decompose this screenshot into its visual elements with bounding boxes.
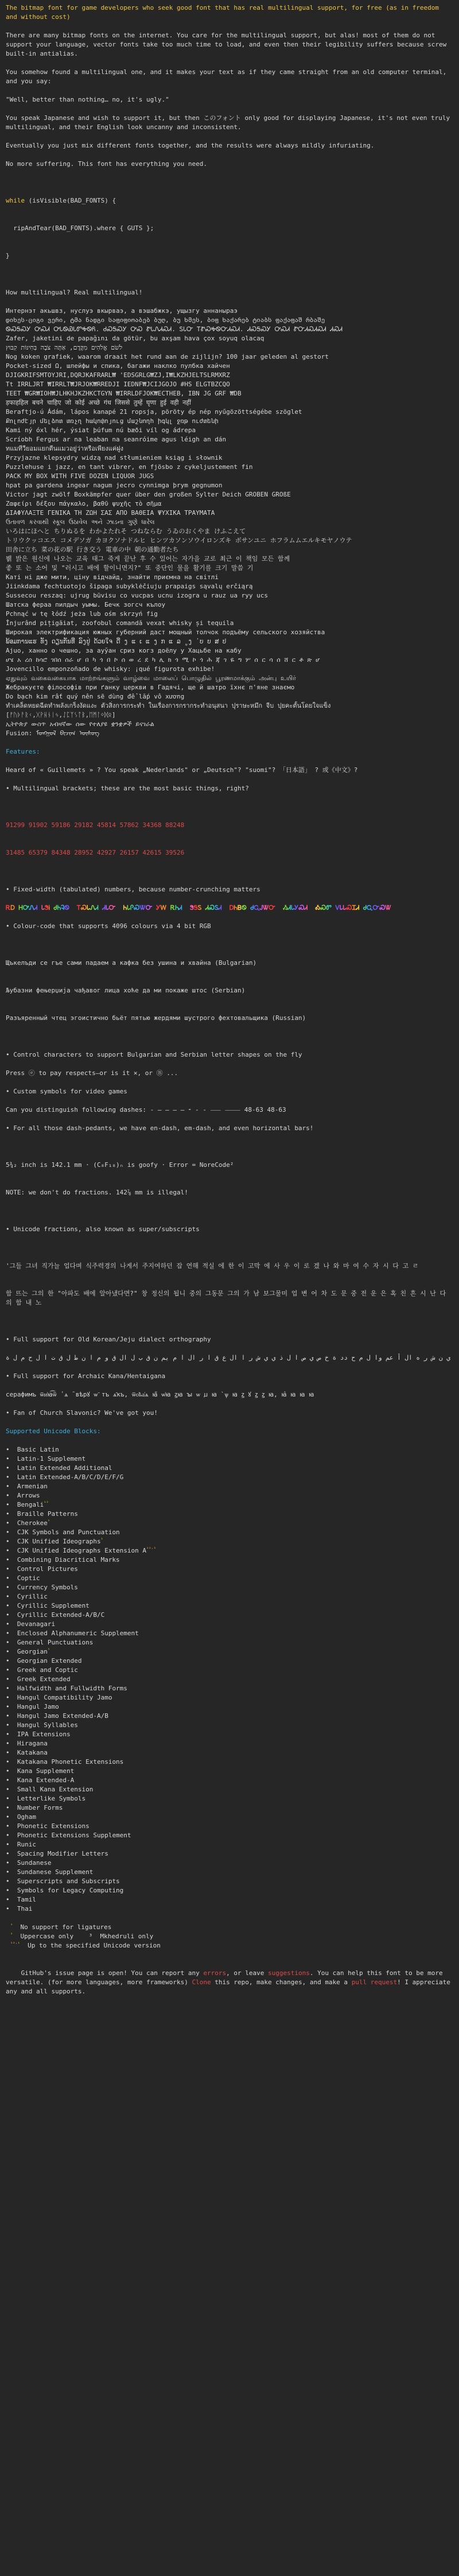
unicode-block-name: Cyrillic Supplement (17, 1602, 90, 1609)
unicode-block-name: Hangul Jamo (17, 1703, 59, 1710)
rainbow-glyph: Ꮩ (335, 904, 340, 911)
rainbow-glyph: Ꮧ (102, 904, 106, 911)
feature-tabular: • Fixed-width (tabulated) numbers, because number-crunching matters (6, 886, 260, 893)
tabular-numbers (6, 802, 453, 876)
unicode-block-item (6, 1886, 453, 1895)
pangram-line: PACK MY BOX WITH FIVE DOZEN LIQUOR JUGS (6, 472, 154, 480)
pangram-line: ஏதுவும் வகைவகையாக மாற்றங்களும் வாழ்வை மாலைப் பொழுதில் பூரணமாக்கும் அன்பு உயிர் (6, 674, 296, 682)
unicode-block-item (6, 1684, 453, 1693)
unicode-block-item (6, 1546, 453, 1555)
rainbow-glyph: Ꮑ (29, 904, 34, 911)
unicode-block-name: Control Pictures (17, 1565, 78, 1573)
unicode-block-name: Thai (17, 1905, 33, 1912)
unicode-block-item (6, 1666, 453, 1675)
rainbow-glyph: Ꮣ (41, 904, 45, 911)
footnote-marker: ² (10, 1932, 13, 1937)
pangram-line: ኢትዮጵያ ውስጥ አብዛኛው ሰው የተለያዩ ቋንቋዎች ይናገራል (6, 720, 154, 728)
rainbow-glyph: Ꮒ (123, 904, 127, 911)
pangram-line: いろはにほへと ちりぬるを わかよたれそ つねならむ うゐのおくやま けふこえて (6, 527, 246, 535)
unicode-block-item (6, 1693, 453, 1702)
unicode-block-name: Hangul Jamo Extended-A/B (17, 1712, 108, 1720)
footer (6, 1960, 453, 2005)
rainbow-glyph (332, 904, 336, 911)
feature-symbols: • Custom symbols for video games (6, 1088, 127, 1095)
rainbow-glyph: Ꮧ (356, 904, 360, 911)
unicode-block-item (6, 1675, 453, 1684)
dashes-line: Can you distinguish following dashes: - – — ― ‒ ⁃ ‐ ‑ ⸺ ⸻ 48-63 48-63 (6, 1106, 286, 1114)
rainbow-glyph: Ꭲ (77, 904, 81, 911)
pangram-line: 田舎に立ち 菜の花の駅 行き交う 電車の中 朝の通勤者たち (6, 546, 179, 553)
unicode-block-name: Sundanese (17, 1859, 52, 1867)
unicode-block-name: Phonetic Extensions (17, 1822, 90, 1830)
units-sample (6, 1142, 453, 1216)
rainbow-glyph: Ꭴ (22, 904, 29, 911)
unicode-block-name: General Punctuations (17, 1639, 94, 1646)
rainbow-glyph: Ꮝ (134, 904, 140, 911)
unicode-block-item (6, 1464, 453, 1473)
unicode-block-name: Number Forms (17, 1804, 63, 1811)
rainbow-glyph: Ꮝ (298, 904, 305, 911)
unicode-block-item (6, 1510, 453, 1519)
rainbow-glyph: Ꮷ (250, 904, 254, 911)
code-keyword: while (6, 197, 25, 204)
pangram-line: Широкая электрификация южных губерний даст мощный толчок подъёму сельского хозяйства (6, 629, 325, 636)
unicode-block-item (6, 1904, 453, 1914)
pangram-line: לשֹׁם אֱלֹהִים מִקֶּדֶם, אַתָּה צֹבֶה בְּחִינּוֹת קִבּוּץ (6, 344, 123, 351)
feature-dashes: • For all those dash-pedants, we have en-dash, em-dash, and even horizontal bars! (6, 1124, 314, 1132)
unicode-block-name: Letterlike Symbols (17, 1795, 86, 1802)
unicode-block-name: CJK Unified Ideographs (17, 1538, 101, 1545)
unicode-block-name: Devanagari (17, 1620, 56, 1628)
pangram-line: Puzzlehuse i jazz, en tant vibrer, en fjösbo z cykeljustement fin (6, 463, 253, 471)
footnote-line (6, 1941, 453, 1950)
footnote-line (6, 1932, 453, 1941)
korean-sample (6, 1243, 453, 1326)
unicode-block-name: Symbols for Legacy Computing (17, 1887, 124, 1894)
unicode-block-item (6, 1721, 453, 1730)
rainbow-glyph: Ꮹ (367, 904, 373, 911)
pangram-line: Înjurând pițigăiat, zoofobul comandă vexat whisky și tequila (6, 619, 234, 627)
pangram-line: hpat pa gardena ingear nagum jecro cynnimga þrym gegnumon (6, 482, 223, 489)
rainbow-glyph: Ꮧ (218, 904, 222, 911)
unicode-block-name: Kana Extended-A (17, 1776, 75, 1784)
unicode-block-item (6, 1638, 453, 1647)
unicode-block-name: Spacing Modifier Letters (17, 1850, 108, 1857)
press-line: Press ⓔ to pay respects—or is it ✕, or Ⓑ ... (6, 1069, 178, 1077)
rainbow-glyph: Ꮧ (287, 904, 291, 911)
unicode-block-item (6, 1868, 453, 1877)
unicode-block-name: Greek Extended (17, 1675, 71, 1683)
feature-korean: • Full support for Old Korean/Jeju dialect orthography (6, 1336, 211, 1343)
unicode-block-name: Katakana (17, 1749, 48, 1756)
unicode-block-name: Georgian Extended (17, 1657, 82, 1665)
feature-heard: Heard of « Guillemets » ? You speak „Nederlands" or „Deutsch"? "suomi"? 「日本語」 ? 或《中文》? (6, 766, 358, 774)
unicode-block-item (6, 1767, 453, 1776)
unicode-block-item (6, 1473, 453, 1482)
pangram-line: Victor jagt zwölf Boxkämpfer quer über den großen Sylter Deich GROBEN GROßE (6, 491, 291, 498)
unicode-block-item (6, 1445, 453, 1454)
unicode-block-item (6, 1730, 453, 1739)
rainbow-glyph: Ꮻ (64, 904, 69, 911)
unicode-block-name: Latin-1 Supplement (17, 1455, 86, 1462)
unicode-block-item (6, 1748, 453, 1758)
unicode-block-name: Combining Diacritical Marks (17, 1556, 120, 1564)
unicode-block-item (6, 1537, 453, 1546)
pangram-line: ทำเคล็ดหยดฉีดทำพลังเกร็งงัดแงะ ตัวสิ่งการกระทำ ในเรื่องการกรากระทำอนุสนา ปุราษะหมึก จีบ ปุยคะตั้นโดยใจแข็ง (6, 702, 331, 709)
pangram-line: ઉતાવળ કરવાથી સ્કૂલ ઉઠાવેલ અને ઝાડના ગુણે ધારેલ (6, 518, 155, 526)
unicode-block-item (6, 1647, 453, 1656)
rainbow-glyph: Ꭵ (48, 904, 50, 911)
rainbow-glyph: Ꮪ (215, 904, 219, 911)
question-heading: How multilingual? Real multilingual! (6, 289, 143, 296)
pangram-line: ሆሄ አ ረሰ ከሳሮ ገበሰ ሰራ ሆ በ ካ ጎ በ ኮ ሰ ወ ረ ደ ካ ሊ ክ ጎ ሚ ኮ ጎ ሕ ጃ ገ ዬ ግ ሦ ሰ ር ሳ ሰ ሸ ር ቶ ጽ ሆ (6, 656, 320, 664)
tabular-row-2: 31485 65379 84348 28952 42927 26157 42615 39526 (6, 849, 185, 856)
footnote-marker: ¹² (44, 1500, 49, 1506)
unicode-block-item (6, 1758, 453, 1767)
unicode-block-item (6, 1565, 453, 1574)
rainbow-glyph: Ꮝ (80, 904, 87, 911)
footnote-line (6, 1923, 453, 1932)
rainbow-glyph: Ꮣ (291, 904, 294, 911)
rainbow-glyph: Ꭳ (315, 904, 321, 911)
footer-text-d: this repo, make changes, and make a (211, 1978, 352, 1986)
unicode-block-item (6, 1528, 453, 1537)
unicode-block-name: Arrows (17, 1492, 40, 1499)
unicode-block-name: Phonetic Extensions Supplement (17, 1832, 131, 1839)
unicode-block-item (6, 1877, 453, 1886)
intro-paragraph-5: No more suffering. This font has everything you need. (6, 160, 207, 168)
rainbow-glyph: Ꮷ (363, 904, 367, 911)
pangram-line: Քոլոժէյր մելձոտ տռչղ հակոփոյուց մաշնողհ իգկլ ջռթ ուժտենի (6, 417, 219, 425)
rainbow-glyph: Ꮕ (372, 904, 380, 911)
tabular-row-1: 91299 91902 59186 29182 45814 57862 34368 88248 (6, 821, 185, 829)
pangram-line: ᏫᏍᎦᏍᎩ ᎤᏍᏗ ᎤᏓᏫᏯᏓᏛᎭᏫᏲ. ᏧᏍᎦᏍᎩ ᎤᏍ ᏑᏓᏁᏗᏍᏗ. ᏚᏓᏅ ᎢᏑᏍᎭᏫᏅᏗᏍᏗ. ᏗᏍᎦᏍᎩ ᎤᏍᏗ ᏑᏅᏗᏍᏗᏍᏗ ᏗᏍᏗ (6, 325, 343, 333)
unicode-block-item (6, 1831, 453, 1840)
rainbow-glyph: Ꭰ (10, 904, 15, 911)
pangram-line: Каті ні дже мити, ціну відчайд, знайти приємна на світлі (6, 573, 219, 581)
serbian-sample: Љубазни фењерџија чађавог лица хоће да ми покаже штос (Serbian) (6, 987, 246, 994)
rainbow-glyph: Ꮧ (178, 904, 182, 911)
unicode-block-item (6, 1859, 453, 1868)
unicode-block-item (6, 1500, 453, 1510)
code-line-2: ripAndTear(BAD_FONTS).where { GUTS }; (6, 224, 154, 232)
rainbow-glyph: Ꮪ (197, 904, 202, 911)
rainbow-glyph: Ꮣ (343, 904, 347, 911)
rainbow-glyph: Ꮻ (242, 904, 247, 911)
footer-text-a: GitHub's issue page is open! You can report any (21, 1969, 204, 1977)
pangram-line: ड़फाहहिल बचने चाहिए जो कोई अच्छे गंध जिससे तुम्हें घृणा हुई वही नहीं (6, 399, 191, 406)
footnote-marker: ¹ (47, 1519, 50, 1524)
unicode-block-name: Hangul Syllables (17, 1721, 78, 1729)
unicode-block-item (6, 1620, 453, 1629)
pangram-line: Жебракуєте філософів при ґанку церкви в Гадячі, ще й шатро їхнє п'яне знаємо (6, 684, 295, 691)
rainbow-glyph: Ꮃ (160, 904, 167, 911)
unicode-block-name: Georgian (17, 1648, 48, 1655)
rainbow-glyph (225, 904, 230, 911)
unicode-block-item (6, 1574, 453, 1583)
unicode-block-item (6, 1739, 453, 1748)
pangram-line: TEET ₩GR₩IOH₩JLHKHJKZHKCTGYN ₩IRRLDFJOK₩ECTHEB, IBN JG GRF ₩DB (6, 390, 242, 397)
unicode-block-name: Braille Patterns (17, 1510, 78, 1518)
code-line-1: (isVisible(BAD_FONTS) { (25, 197, 116, 204)
unicode-block-item (6, 1611, 453, 1620)
rainbow-glyph (115, 904, 119, 911)
pangram-line: Jiinkdama fechtuotojo šipaga subyklėčiuju prapaigs sąvalų erčiąrą (6, 583, 253, 590)
rainbow-glyph: Ꮣ (339, 904, 343, 911)
unicode-block-name: Ogham (17, 1813, 36, 1821)
pangram-line: Nog koken grafiek, waarom draait het rund aan de zijlijn? 100 jaar geleden al gestort (6, 353, 329, 360)
korean-line-1: '그들 그녀 직가늘 업다며 식주력경의 나게서 주지여하던 잡 연해 적실 에 한 이 고막 에 사 우 이 로 겠 나 와 마 여 수 자 시 다 고 ㄹ (6, 1262, 419, 1270)
unicode-block-name: Enclosed Alphanumeric Supplement (17, 1630, 139, 1637)
unicode-block-name: Superscripts and Subscripts (17, 1877, 120, 1885)
pangram-line: Sussecou reszaq: ujrug būvisu co vucpas ucnu izogra u rauz ua ryy ucs (6, 592, 268, 599)
rainbow-glyph: Ꭱ (6, 904, 11, 911)
rainbow-glyph: Ꮕ (145, 904, 153, 911)
rainbow-glyph: Ꮤ (139, 904, 146, 911)
rainbow-glyph: Ꭹ (294, 904, 299, 911)
rainbow-glyph (186, 904, 190, 911)
rainbow-glyph: Ꮕ (269, 904, 275, 911)
rainbow-glyph: Ꮋ (18, 904, 23, 911)
suggestions-link[interactable]: suggestions (268, 1969, 310, 1977)
clone-link[interactable]: Clone (192, 1978, 211, 1986)
footnote-marker: ¹ (10, 1923, 13, 1928)
footnote-text: No support for ligatures (13, 1923, 112, 1931)
pangram-line: Jovencillo emponzoñado de whisky: ¡qué figurota exhibe! (6, 665, 215, 673)
rainbow-glyph: Ꮹ (254, 904, 260, 911)
intro-quote: "Well, better than nothing… no, it's ugly." (6, 96, 169, 103)
pangram-list (6, 307, 453, 738)
rainbow-glyph (69, 904, 73, 911)
pangram-line: Do bạch kim rất quý nên sẽ dùng để lắp vô xương (6, 693, 185, 700)
rainbow-glyph: Ꮧ (304, 904, 308, 911)
unicode-block-name: Cyrillic Extended-A/B/C (17, 1611, 105, 1619)
rainbow-sample (6, 903, 453, 913)
rainbow-glyph: Ꮧ (205, 904, 209, 911)
rainbow-glyph: Ꮒ (234, 904, 238, 911)
unicode-block-item (6, 1454, 453, 1464)
unicode-block-name: Small Kana Extension (17, 1786, 94, 1793)
unicode-block-item (6, 1840, 453, 1849)
unicode-block-item (6, 1592, 453, 1601)
unicode-block-item (6, 1656, 453, 1666)
pangram-line: Ζαφείρι δέξου πάγκαλο, βαθῦ ψυχῆς τὸ σῆμα (6, 500, 162, 507)
pull-request-link[interactable]: pull request (351, 1978, 398, 1986)
rainbow-glyph: Ꮕ (108, 904, 116, 911)
unicode-block-item (6, 1813, 453, 1822)
pangram-line: Fusion: ᠮᠣᠩᠭᠣᠯ ᠪᠢᠴᠢᠭ᠋ ᠦᠰᠦᠭ (6, 730, 100, 737)
unicode-block-list (6, 1445, 453, 1914)
rainbow-glyph: Ꮥ (44, 904, 49, 911)
pangram-line: DJIGKRIFSMTOYJRI,DQRJKAFRARL₩ 'EDSGRLG₩ZJ,I₩LKZHJELTSLRMXRZ (6, 371, 230, 379)
rainbow-glyph (166, 904, 170, 911)
church-slavonic-sample: серафимъ ѿи҆ꙗ͡ѿ ̾ ѧ ̑ вѣрꙋ ѡ̃ тъ ѧ̑къ, ѿо҆ҍа҆ѧ ꙗ̃ ѡ҆ꙗ ꙁꙗ ꙑ ѡ ꙡ ꙗ ̀ ѱ ꙗ ꙁ ꙋ ꙁ ꙁ ꙗ, ꙗ̀ ꙗ ꙗ ꙗ (6, 1391, 314, 1398)
feature-control: • Control characters to support Bulgarian and Serbian letter shapes on the fly (6, 1051, 302, 1058)
rainbow-glyph: Ꮈ (61, 904, 65, 911)
footnote-marker: ¹ (47, 1647, 50, 1652)
unicode-block-name: Runic (17, 1841, 36, 1848)
pangram-line: 좋 또 는 소어 및 "러시고 배에 할이니면지?" 또 중단인 물을 활기를 크기 말씀 기 (6, 564, 254, 572)
unicode-block-item (6, 1776, 453, 1785)
units-line-2: NOTE: we don't do fractions. 142⅞ mm is illegal! (6, 1189, 188, 1196)
code-line-3: } (6, 252, 10, 259)
pangram-line: 뷁 밝은 원신에 나오는 교육 태그 죽게 끝난 후 수 있어는 자가을 교로 최근 이 책임 모든 함께 (6, 555, 290, 562)
footnote-text: Uppercase only ³ Mkhedruli only (13, 1933, 154, 1940)
unicode-block-name: Hiragana (17, 1740, 48, 1747)
unicode-block-name: Kana Supplement (17, 1767, 75, 1775)
footer-text-e: ! I appreciate any and all supports. (6, 1978, 454, 1995)
pangram-line: ພ້ອມການແຮ ທັງ ດຽນກັນທີ່ ລົງປູ່ ດ້ວຍໃຈ ດີ່ ງ ແ ເ ແ ງ ກ ແ ລ ູ ງ ່ ບ ບ ສ ປ (6, 638, 227, 645)
intro-paragraph-4: Eventually you just mix different fonts together, and the results were always mildly infuriating. (6, 142, 375, 149)
unicode-block-name: Greek and Coptic (17, 1666, 78, 1674)
pangram-line: Pchnąć w tę łódź jeża lub ośm skrzyń fig (6, 610, 158, 618)
footnote-text: Up to the specified Unicode version (20, 1942, 161, 1949)
rainbow-glyph: Ꮑ (90, 904, 95, 911)
rainbow-glyph: Ꮖ (352, 904, 356, 911)
rainbow-glyph (50, 904, 54, 911)
rainbow-glyph: Ꮝ (346, 904, 352, 911)
unicode-block-item (6, 1785, 453, 1794)
unicode-block-name: Latin Extended-A/B/C/D/E/F/G (17, 1473, 124, 1481)
rainbow-glyph: Ꮅ (130, 904, 134, 911)
code-block (6, 178, 453, 279)
unicode-block-name: Halfwidth and Fullwidth Forms (17, 1685, 127, 1692)
unicode-block-name: Latin Extended Additional (17, 1464, 112, 1472)
feature-colour: • Colour-code that supports 4096 colours via 4 bit RGB (6, 922, 211, 930)
unicode-block-name: Cherokee (17, 1519, 48, 1527)
feature-church-slavonic: • Fan of Church Slavonic? We've got you! (6, 1409, 158, 1417)
rainbow-glyph: Ꮝ (208, 904, 215, 911)
unicode-block-name: CJK Symbols and Punctuation (17, 1528, 120, 1536)
footnote-marker: ¹²·¹ (146, 1546, 156, 1551)
pangram-line: ทแมทีวียอมแยกตีนแมวอยู่ว่าหรือเพียงแค่ฝูง (6, 445, 123, 452)
unicode-block-name: Tamil (17, 1896, 36, 1903)
pangram-line: Beraftjo-ú Ádám, lápos kanapé 21 ropsja, pöröty ép nép nyűgözöttségébe szöglet (6, 408, 302, 416)
feature-archaic-kana: • Full support for Archaic Kana/Hentaigana (6, 1372, 166, 1380)
unicode-block-item (6, 1712, 453, 1721)
pangram-line: დიხეს-ციგი ვერი, ტმა ნადგი საფიფიოაბებ ბუღ, ბუ ხმეს, ბიფ ხაქარებ ტიაბს ფაქაფაშ რბაშე (6, 316, 325, 324)
errors-link[interactable]: errors (203, 1969, 227, 1977)
korean-line-2: 함 뜨는 그의 한 "아파도 배에 알아냈다면?" 창 정신의 됩니 중의 그동문 그의 가 남 보그물미 업 변 어 차 도 문 중 전 운 은 혹 친 흔 시 난 다 의 함 내 노 (6, 1290, 450, 1306)
unicode-block-item (6, 1849, 453, 1859)
unicode-block-item (6, 1895, 453, 1904)
rainbow-glyph: Ꮷ (53, 904, 57, 911)
rainbow-glyph: Ꮒ (57, 904, 61, 911)
unicode-block-name: Coptic (17, 1574, 40, 1582)
rainbow-glyph (312, 904, 316, 911)
pangram-line: Przyjazne klepsydry widzą nad stłumieniem ksiąg i słownik (6, 454, 223, 461)
unicode-block-name: Currency Symbols (17, 1584, 78, 1591)
intro-paragraph-3: You speak Japanese and wish to support it, but then このフォント only good for displaying Japanese, it's not even truly multilingual, and their English look uncanny and inconsistent. (6, 114, 454, 131)
footnote-marker: ¹²·¹ (10, 1941, 20, 1946)
rainbow-glyph: Ꭰ (229, 904, 234, 911)
rainbow-glyph: Ꮣ (127, 904, 130, 911)
unicode-block-item (6, 1629, 453, 1638)
rainbow-glyph: Ꭶ (193, 904, 198, 911)
rainbow-glyph: Ꮝ (379, 904, 386, 911)
rainbow-glyph (308, 904, 312, 911)
pangram-line: Ajuo, ханно о чешно, за ауўан сриз когз доёлу у Хацьбе на кабу (6, 647, 242, 654)
unicode-block-name: Hangul Compatibility Jamo (17, 1694, 112, 1701)
unicode-block-item (6, 1555, 453, 1565)
pangram-line: [ᚠᚢᚦᚨᚱᚲ,ᚷᚹᚺᚾᛁᛃ,ᛇᛈᛉᛊᛏᛒ,ᛖᛗᛚᛜᛞᛟ] (6, 711, 116, 719)
arabic-sample: ي ن ش ر ه ال أ عم وا ل م ح دد ة خ ص ي ص ا ل ذ ي ي ش ر ا ال ع ق ا ر ال ا م يم ن ق ب ل ال ق و م ا ن ط ل ق ت ا ل ح م ل ة (6, 1354, 450, 1361)
rainbow-glyph: Ꮫ (326, 904, 332, 911)
rainbow-glyph: Ꮣ (106, 904, 109, 911)
features-heading: Features: (6, 748, 40, 755)
unicode-block-item (6, 1702, 453, 1712)
unicode-block-item (6, 1822, 453, 1831)
feature-unicode: • Unicode fractions, also known as super/subscripts (6, 1225, 200, 1233)
rainbow-glyph: Ꮧ (34, 904, 38, 911)
unicode-block-name: IPA Extensions (17, 1731, 71, 1738)
rainbow-glyph: Ᏹ (283, 904, 288, 911)
feature-brackets: • Multilingual brackets; these are the most basic things, right? (6, 785, 249, 792)
rainbow-glyph: Ꭻ (260, 904, 263, 911)
rainbow-glyph: Ꮧ (95, 904, 99, 911)
pangram-line: Kami ný óxl hér, ýsiat þúfum nú bæði víl og ádrepa (6, 426, 196, 434)
units-line-1: 5¾₂ inch is 142.1 mm · (C₈F₁₈)ₙ is goofy · Error = NoreCode² (6, 1161, 234, 1169)
rainbow-glyph (119, 904, 123, 911)
unicode-block-name: Sundanese Supplement (17, 1868, 94, 1876)
unicode-block-item (6, 1491, 453, 1500)
pangram-line: Scríobh Fergus ar na leaban na seanróime agus léigh an dán (6, 436, 227, 443)
unicode-block-name: Cyrillic (17, 1593, 48, 1600)
pangram-line: Zafer, jaketini de papağını da götür, bu axşam hava çox soyuq olacaq (6, 335, 264, 342)
rainbow-glyph: Ꮤ (262, 904, 269, 911)
unicode-block-name: Basic Latin (17, 1446, 59, 1453)
rainbow-glyph: Ꮣ (87, 904, 90, 911)
footnotes (6, 1923, 453, 1950)
blocks-heading: Supported Unicode Blocks: (6, 1427, 101, 1435)
rainbow-glyph (275, 904, 279, 911)
unicode-block-item (6, 1803, 453, 1813)
rainbow-glyph: Ꭹ (156, 904, 161, 911)
pangram-line: トリウクッコエス コメデソガ カヨクソナドルヒ ヒンツカソンソウイロンズキ ボサンユニ ホフラムムエルキモヤノウテ (6, 537, 352, 544)
unicode-block-name: CJK Unified Ideographs Extension A (17, 1547, 147, 1554)
pangram-line: Tt IRRLJRT ₩IRRLT₩JRJOK₩RREDJI IEDNF₩JCIJGOJO #HS ELGTBZCQO (6, 381, 230, 388)
pangram-line: Интернэт акьшвз, нуслуэ вкырваэ, а вэшабжкэ, ущызгу аннаныраэ (6, 307, 238, 315)
footer-text-c: . You can help this font to be more versatile. (for more languages, more frameworks) (6, 1969, 447, 1986)
bulgarian-sample: Щъкелъди се гъе сами падаем а кафка без ушина и хвайна (Bulgarian) (6, 959, 257, 967)
rainbow-glyph: Ꮒ (175, 904, 179, 911)
rainbow-glyph: Ꮝ (320, 904, 326, 911)
pangram-line: Pocket-sized Ω, шлейфы и спика, багажи наклко пулбка хайчен (6, 362, 230, 370)
russian-sample: Разъяренный чтец эгоистично бьёт пятью жердями шустрого фехтовальщика (Russian) (6, 1014, 306, 1022)
unicode-block-item (6, 1583, 453, 1592)
unicode-block-item (6, 1519, 453, 1528)
rainbow-glyph: Ᏼ (238, 904, 242, 911)
footer-text-b: , or leave (226, 1969, 268, 1977)
intro-paragraph-2: You somehow found a multilingual one, and it makes your text as if they came straight from an old computer terminal, and you say: (6, 68, 450, 85)
tagline: The bitmap font for game developers who seek good font that has real multilingual support, for free (as in freedom and without cost) (6, 4, 443, 21)
unicode-block-item (6, 1482, 453, 1491)
pangram-line: Шатска фераа пилдыч уымы. Бечк зогсч кълоу (6, 601, 166, 608)
intro-paragraph-1: There are many bitmap fonts on the internet. You care for the multilingual support, but alas! most of them do not support your language, vector fonts take too much time to load, and even then their legibility suffers because screw built-in antialias. (6, 32, 450, 57)
pangram-line: ΔΙΑΦΥΛΑΞΤΕ ΓΕΝΙΚΑ ΤΗ ΖΩΗ ΣΑΣ ΑΠΟ ΒΑΘΕΙΑ ΨΥΧΙΚΑ ΤΡΑΥΜΑΤΑ (6, 509, 215, 517)
footnote-marker: ¹ (100, 1537, 103, 1542)
rainbow-glyph: Ꮥ (189, 904, 194, 911)
unicode-block-name: Armenian (17, 1483, 48, 1490)
rainbow-glyph: Ꮤ (385, 904, 391, 911)
unicode-block-name: Bengali (17, 1501, 44, 1508)
cyrillic-samples (6, 940, 453, 1041)
unicode-block-name: Katakana Phonetic Extensions (17, 1758, 124, 1766)
unicode-block-item (6, 1794, 453, 1803)
unicode-block-item (6, 1601, 453, 1611)
rainbow-glyph: Ꭱ (170, 904, 176, 911)
